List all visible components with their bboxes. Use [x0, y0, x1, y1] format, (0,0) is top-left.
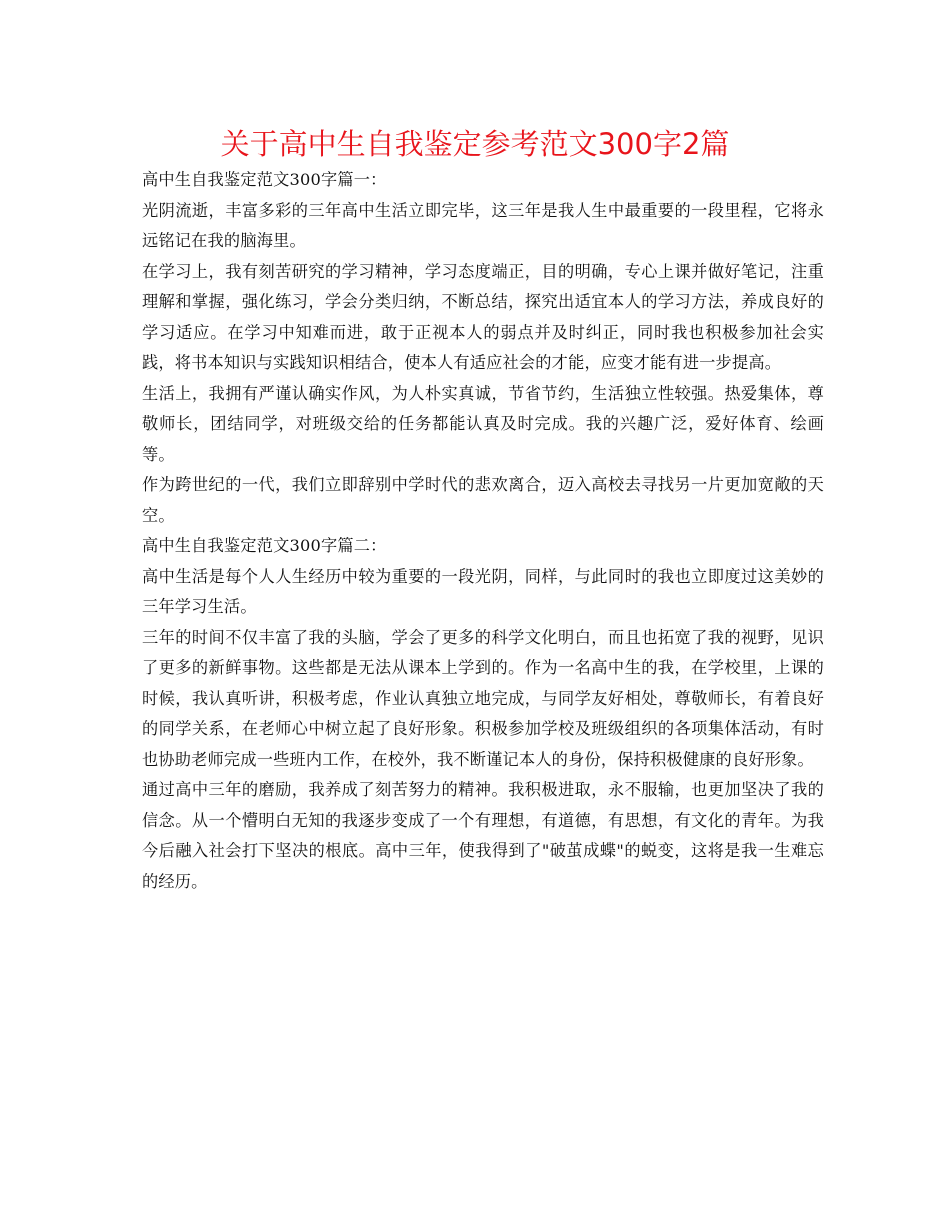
- paragraph: 作为跨世纪的一代，我们立即辞别中学时代的悲欢离合，迈入高校去寻找另一片更加宽敞的天空。: [142, 475, 824, 525]
- paragraph: 高中生活是每个人人生经历中较为重要的一段光阴，同样，与此同时的我也立即度过这美妙的三年学习生活。: [142, 566, 824, 616]
- section-heading-1: 高中生自我鉴定范文300字篇一：: [142, 170, 387, 189]
- paragraph: 在学习上，我有刻苦研究的学习精神，学习态度端正，目的明确，专心上课并做好笔记，注重理解和掌握，强化练习，学会分类归纳，不断总结，探究出适宜本人的学习方法，养成良好的学习适应。在学习中知难而进，敢于正视本人的弱点并及时纠正，同时我也积极参加社会实践，将书本知识与实践知识相结合，使本人有适应社会的才能，应变才能有进一步提高。: [142, 261, 824, 372]
- paragraph: 通过高中三年的磨励，我养成了刻苦努力的精神。我积极进取，永不服输，也更加坚决了我的信念。从一个懵明白无知的我逐步变成了一个有理想，有道德，有思想，有文化的青年。为我今后融入社会打下坚决的根底。高中三年，使我得到了"破茧成蝶"的蜕变，这将是我一生难忘的经历。: [142, 780, 824, 891]
- document-title: 关于高中生自我鉴定参考范文300字2篇: [220, 127, 730, 161]
- paragraph: 生活上，我拥有严谨认确实作风，为人朴实真诚，节省节约，生活独立性较强。热爱集体，尊敬师长，团结同学，对班级交给的任务都能认真及时完成。我的兴趣广泛，爱好体育、绘画等。: [142, 383, 824, 464]
- paragraph: 三年的时间不仅丰富了我的头脑，学会了更多的科学文化明白，而且也拓宽了我的视野，见识了更多的新鲜事物。这些都是无法从课本上学到的。作为一名高中生的我，在学校里，上课的时候，我认真听讲，积极考虑，作业认真独立地完成，与同学友好相处，尊敬师长，有着良好的同学关系，在老师心中树立起了良好形象。积极参加学校及班级组织的各项集体活动，有时也协助老师完成一些班内工作，在校外，我不断谨记本人的身份，保持积极健康的良好形象。: [142, 627, 824, 769]
- document-body: [142, 165, 824, 897]
- section-heading-2: 高中生自我鉴定范文300字篇二：: [142, 536, 387, 555]
- paragraph: 光阴流逝，丰富多彩的三年高中生活立即完毕，这三年是我人生中最重要的一段里程，它将永远铭记在我的脑海里。: [142, 200, 824, 250]
